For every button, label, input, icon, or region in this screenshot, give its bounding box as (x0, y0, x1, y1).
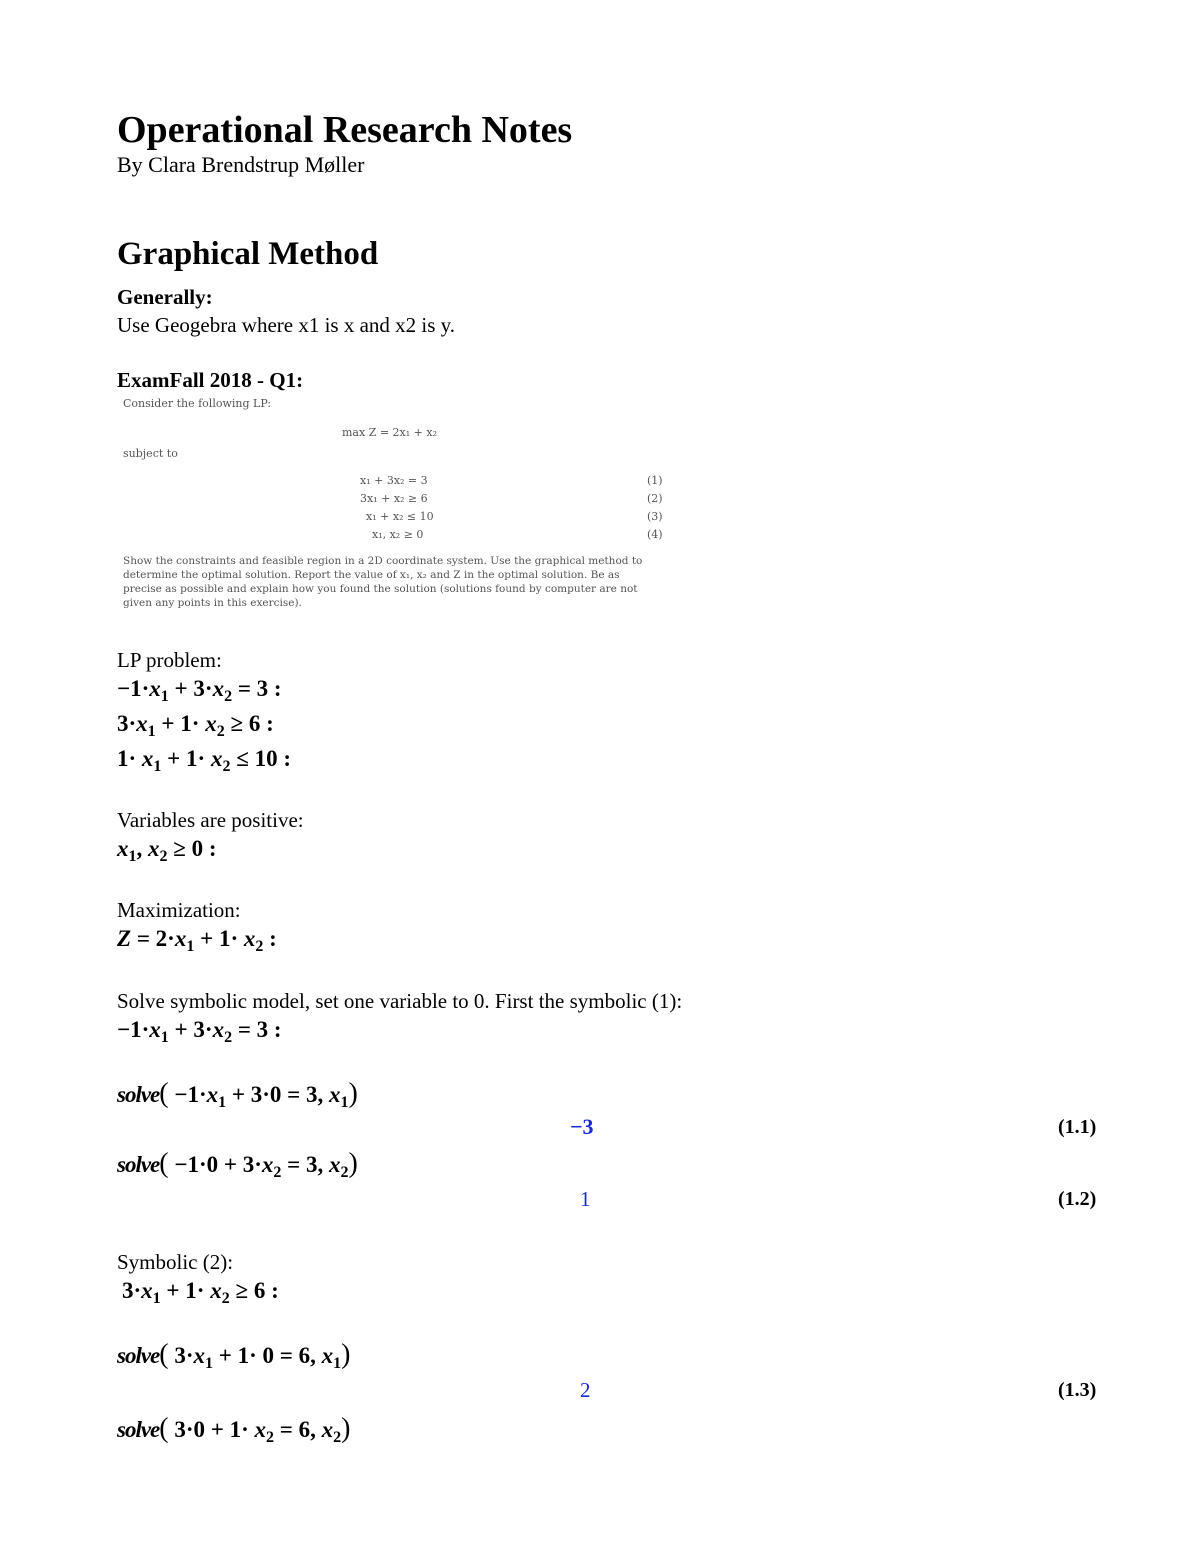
maximization-label: Maximization: (117, 898, 241, 922)
exam-constraint-num: (1) (647, 474, 663, 487)
exam-task-line: determine the optimal solution. Report the value of x₁, x₂ and Z in the optimal solution. Be as (123, 569, 620, 581)
math-constraint-2: $3\cdot x_1 + 1\cdot x_2 \ge 6$ : (117, 711, 274, 740)
exam-task-line: given any points in this exercise). (123, 597, 302, 609)
result-value: 1 (580, 1187, 591, 1211)
math-constraint-2-repeat: $3\cdot x_1 + 1\cdot x_2 \ge 6$ : (122, 1278, 279, 1307)
lp-problem-label: LP problem: (117, 648, 222, 672)
math-constraint-1-repeat: $-1\cdot x_1 + 3\cdot x_2 = 3$ : (117, 1017, 282, 1046)
exam-question-image (117, 395, 667, 620)
exam-task-line: Show the constraints and feasible region in a 2D coordinate system. Use the graphical method to (123, 555, 643, 567)
exam-constraint-num: (2) (647, 492, 663, 505)
exam-intro: Consider the following LP: (123, 397, 272, 410)
exam-objective: max Z = 2x₁ + x₂ (342, 426, 437, 439)
math-solve-1-2: solve( $-1\cdot 0 + 3\cdot x_2 = 3$, $x_2$) (117, 1148, 358, 1181)
variables-label: Variables are positive: (117, 808, 304, 832)
exam-constraint-num: (3) (647, 510, 663, 523)
equation-label: (1.2) (1058, 1188, 1097, 1210)
exam-constraint-expr: x₁, x₂ ≥ 0 (372, 528, 424, 541)
document-title: Operational Research Notes (117, 109, 573, 151)
result-value: 2 (580, 1378, 591, 1402)
exam-subject-to: subject to (123, 447, 178, 460)
math-nonnegativity: $x_1$, $x_2 \ge 0$ : (117, 836, 217, 865)
generally-label: Generally: (117, 285, 213, 309)
math-constraint-3: $1\cdot x_1 + 1\cdot x_2 \le 10$ : (117, 746, 291, 775)
exam-constraint-num: (4) (647, 528, 663, 541)
generally-text: Use Geogebra where x1 is x and x2 is y. (117, 313, 456, 337)
math-constraint-1: $-1\cdot x_1 + 3\cdot x_2 = 3$ : (117, 676, 282, 705)
result-value: −3 (570, 1114, 594, 1139)
math-solve-1-1: solve( $-1\cdot x_1 + 3\cdot 0 = 3$, $x_1$) (117, 1078, 358, 1111)
math-solve-1-4: solve( $3\cdot 0 + 1\cdot x_2 = 6$, $x_2$) (117, 1413, 351, 1446)
exam-task-line: precise as possible and explain how you found the solution (solutions found by computer are not (123, 583, 638, 595)
symbolic-2-label: Symbolic (2): (117, 1250, 234, 1274)
exam-constraint-expr: x₁ + 3x₂ = 3 (360, 474, 428, 487)
section-heading: Graphical Method (117, 236, 379, 272)
math-solve-1-3: solve( $3\cdot x_1 + 1\cdot 0 = 6$, $x_1$) (117, 1339, 351, 1372)
exam-constraint-expr: 3x₁ + x₂ ≥ 6 (360, 492, 428, 505)
math-objective: $Z = 2\cdot x_1 + 1\cdot x_2$ : (117, 926, 277, 955)
equation-label: (1.1) (1058, 1116, 1097, 1138)
author-line: By Clara Brendstrup Møller (117, 152, 365, 177)
exam-label: ExamFall 2018 - Q1: (117, 368, 304, 392)
solve-intro: Solve symbolic model, set one variable to 0. First the symbolic (1): (117, 989, 683, 1013)
exam-constraint-expr: x₁ + x₂ ≤ 10 (366, 510, 434, 523)
equation-label: (1.3) (1058, 1379, 1097, 1401)
